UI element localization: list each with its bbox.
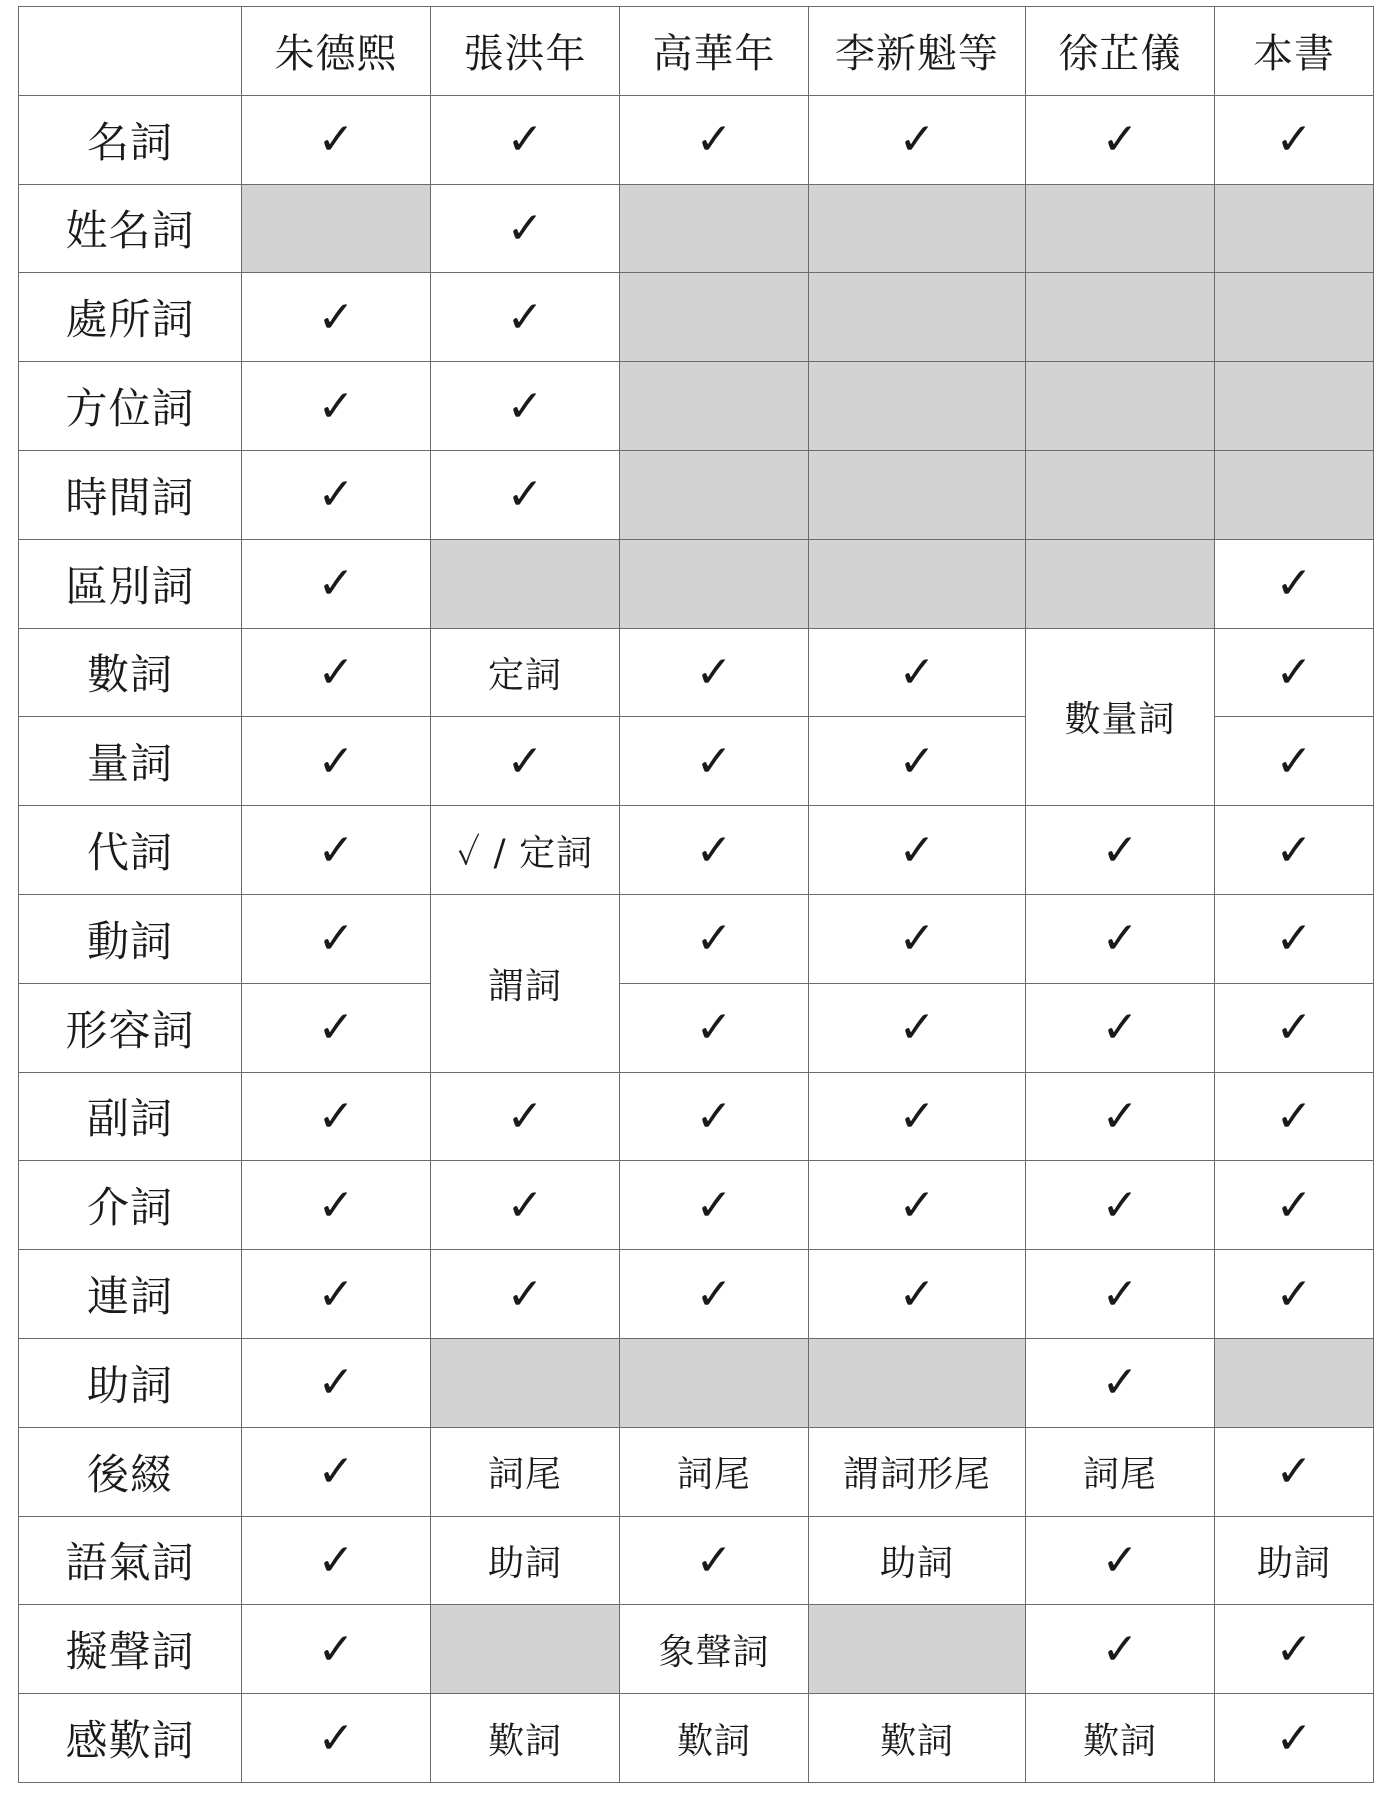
table-row xyxy=(19,983,1374,1072)
shaded-empty-cell xyxy=(809,539,1026,628)
row-label: 數詞 xyxy=(19,628,242,717)
check-mark-icon: ✓ xyxy=(1215,1250,1374,1339)
check-mark-icon: ✓ xyxy=(242,1250,431,1339)
check-mark-icon: ✓ xyxy=(242,717,431,806)
shaded-empty-cell xyxy=(809,362,1026,451)
check-mark-icon: ✓ xyxy=(1026,1161,1215,1250)
row-label: 名詞 xyxy=(19,95,242,184)
shaded-empty-cell xyxy=(431,1338,620,1427)
table-row xyxy=(19,1427,1374,1516)
shaded-empty-cell xyxy=(1026,362,1215,451)
check-mark-icon: ✓ xyxy=(1026,1605,1215,1694)
check-mark-icon: ✓ xyxy=(431,450,620,539)
table-row xyxy=(19,1516,1374,1605)
term-cell: 助詞 xyxy=(431,1516,620,1605)
check-mark-icon: ✓ xyxy=(242,1605,431,1694)
row-label: 感歎詞 xyxy=(19,1694,242,1783)
check-mark-icon: ✓ xyxy=(1026,1250,1215,1339)
check-mark-icon: ✓ xyxy=(1026,1338,1215,1427)
check-mark-icon: ✓ xyxy=(1215,717,1374,806)
shaded-empty-cell xyxy=(620,450,809,539)
column-header: 李新魁等 xyxy=(809,7,1026,96)
row-label: 連詞 xyxy=(19,1250,242,1339)
shaded-empty-cell xyxy=(1215,362,1374,451)
term-cell: 歎詞 xyxy=(431,1694,620,1783)
row-label: 語氣詞 xyxy=(19,1516,242,1605)
check-mark-icon: ✓ xyxy=(620,717,809,806)
shaded-empty-cell xyxy=(1026,273,1215,362)
row-label: 擬聲詞 xyxy=(19,1605,242,1694)
column-header: 張洪年 xyxy=(431,7,620,96)
check-mark-icon: ✓ xyxy=(1026,806,1215,895)
check-mark-icon: ✓ xyxy=(431,717,620,806)
shaded-empty-cell xyxy=(431,1605,620,1694)
check-mark-icon: ✓ xyxy=(242,273,431,362)
row-label: 方位詞 xyxy=(19,362,242,451)
check-mark-icon: ✓ xyxy=(1215,628,1374,717)
check-mark-icon: ✓ xyxy=(809,717,1026,806)
check-mark-icon: ✓ xyxy=(620,1250,809,1339)
check-mark-icon: ✓ xyxy=(431,362,620,451)
check-mark-icon: ✓ xyxy=(809,628,1026,717)
check-mark-icon: ✓ xyxy=(242,450,431,539)
shaded-empty-cell xyxy=(431,539,620,628)
check-mark-icon: ✓ xyxy=(809,894,1026,983)
check-mark-icon: ✓ xyxy=(242,362,431,451)
table-row xyxy=(19,1605,1374,1694)
shaded-empty-cell xyxy=(1215,184,1374,273)
check-mark-icon: ✓ xyxy=(431,95,620,184)
check-mark-icon: ✓ xyxy=(1215,95,1374,184)
table-row xyxy=(19,539,1374,628)
table-body xyxy=(19,95,1374,1782)
table-row xyxy=(19,273,1374,362)
row-label: 處所詞 xyxy=(19,273,242,362)
column-header: 本書 xyxy=(1215,7,1374,96)
check-mark-icon: ✓ xyxy=(620,1072,809,1161)
check-mark-icon: ✓ xyxy=(242,1161,431,1250)
check-mark-icon: ✓ xyxy=(431,184,620,273)
shaded-empty-cell xyxy=(620,1338,809,1427)
check-mark-icon: ✓ xyxy=(809,1072,1026,1161)
term-cell: 詞尾 xyxy=(431,1427,620,1516)
term-cell: 數量詞 xyxy=(1026,628,1215,806)
check-mark-icon: ✓ xyxy=(242,539,431,628)
check-mark-icon: ✓ xyxy=(1026,983,1215,1072)
term-cell: 謂詞形尾 xyxy=(809,1427,1026,1516)
shaded-empty-cell xyxy=(620,539,809,628)
row-label: 後綴 xyxy=(19,1427,242,1516)
check-mark-icon: ✓ xyxy=(1026,1072,1215,1161)
column-header: 徐芷儀 xyxy=(1026,7,1215,96)
check-mark-icon: ✓ xyxy=(1215,539,1374,628)
check-mark-icon: ✓ xyxy=(242,1427,431,1516)
check-mark-icon: ✓ xyxy=(431,273,620,362)
row-label: 形容詞 xyxy=(19,983,242,1072)
check-mark-icon: ✓ xyxy=(242,894,431,983)
table-row xyxy=(19,184,1374,273)
check-mark-icon: ✓ xyxy=(620,1516,809,1605)
shaded-empty-cell xyxy=(620,184,809,273)
row-label: 副詞 xyxy=(19,1072,242,1161)
row-label: 姓名詞 xyxy=(19,184,242,273)
check-mark-icon: ✓ xyxy=(431,1072,620,1161)
term-cell: 謂詞 xyxy=(431,894,620,1072)
table-row xyxy=(19,95,1374,184)
check-mark-icon: ✓ xyxy=(1215,894,1374,983)
shaded-empty-cell xyxy=(1026,539,1215,628)
term-cell: 歎詞 xyxy=(620,1694,809,1783)
table-header xyxy=(19,7,1374,96)
table-row xyxy=(19,1250,1374,1339)
header-corner-cell xyxy=(19,7,242,96)
term-cell: 定詞 xyxy=(431,628,620,717)
check-mark-icon: ✓ xyxy=(242,95,431,184)
check-mark-icon: ✓ xyxy=(1026,95,1215,184)
table-row xyxy=(19,450,1374,539)
shaded-empty-cell xyxy=(1215,1338,1374,1427)
check-mark-icon: ✓ xyxy=(1215,1694,1374,1783)
shaded-empty-cell xyxy=(1026,450,1215,539)
shaded-empty-cell xyxy=(620,273,809,362)
check-mark-icon: ✓ xyxy=(620,806,809,895)
check-mark-icon: ✓ xyxy=(1215,1605,1374,1694)
check-mark-icon: ✓ xyxy=(431,1250,620,1339)
term-cell: 歎詞 xyxy=(809,1694,1026,1783)
column-header: 高華年 xyxy=(620,7,809,96)
table-row xyxy=(19,628,1374,717)
check-mark-icon: ✓ xyxy=(242,806,431,895)
check-mark-icon: ✓ xyxy=(1215,806,1374,895)
check-mark-icon: ✓ xyxy=(620,894,809,983)
check-mark-icon: ✓ xyxy=(242,1516,431,1605)
row-label: 介詞 xyxy=(19,1161,242,1250)
table-row xyxy=(19,1338,1374,1427)
check-mark-icon: ✓ xyxy=(620,983,809,1072)
word-class-comparison-table xyxy=(18,6,1374,1783)
row-label: 量詞 xyxy=(19,717,242,806)
table-row xyxy=(19,1161,1374,1250)
check-mark-icon: ✓ xyxy=(242,1072,431,1161)
check-mark-icon: ✓ xyxy=(1215,1072,1374,1161)
row-label: 區別詞 xyxy=(19,539,242,628)
shaded-empty-cell xyxy=(242,184,431,273)
shaded-empty-cell xyxy=(1215,450,1374,539)
shaded-empty-cell xyxy=(620,362,809,451)
row-label: 動詞 xyxy=(19,894,242,983)
check-mark-icon: ✓ xyxy=(809,95,1026,184)
table-row xyxy=(19,362,1374,451)
shaded-empty-cell xyxy=(809,1338,1026,1427)
shaded-empty-cell xyxy=(809,450,1026,539)
shaded-empty-cell xyxy=(1215,273,1374,362)
term-cell: 助詞 xyxy=(809,1516,1026,1605)
shaded-empty-cell xyxy=(809,273,1026,362)
check-mark-icon: ✓ xyxy=(809,1250,1026,1339)
check-mark-icon: ✓ xyxy=(620,1161,809,1250)
term-cell: ✓ / 定詞 xyxy=(431,806,620,895)
row-label: 助詞 xyxy=(19,1338,242,1427)
check-mark-icon: ✓ xyxy=(1215,983,1374,1072)
check-mark-icon: ✓ xyxy=(1026,1516,1215,1605)
check-mark-icon: ✓ xyxy=(809,983,1026,1072)
term-cell: 詞尾 xyxy=(1026,1427,1215,1516)
check-mark-icon: ✓ xyxy=(1215,1161,1374,1250)
shaded-empty-cell xyxy=(1026,184,1215,273)
check-mark-icon: ✓ xyxy=(431,1161,620,1250)
check-mark-icon: ✓ xyxy=(1026,894,1215,983)
shaded-empty-cell xyxy=(809,184,1026,273)
check-mark-icon: ✓ xyxy=(620,95,809,184)
term-cell: 詞尾 xyxy=(620,1427,809,1516)
term-cell: 歎詞 xyxy=(1026,1694,1215,1783)
check-mark-icon: ✓ xyxy=(242,628,431,717)
column-header: 朱德熙 xyxy=(242,7,431,96)
row-label: 代詞 xyxy=(19,806,242,895)
table-row xyxy=(19,894,1374,983)
check-mark-icon: ✓ xyxy=(809,806,1026,895)
table-row xyxy=(19,806,1374,895)
term-cell: 象聲詞 xyxy=(620,1605,809,1694)
check-mark-icon: ✓ xyxy=(809,1161,1026,1250)
header-row xyxy=(19,7,1374,96)
check-mark-icon: ✓ xyxy=(1215,1427,1374,1516)
check-mark-icon: ✓ xyxy=(620,628,809,717)
check-mark-icon: ✓ xyxy=(242,1338,431,1427)
check-mark-icon: ✓ xyxy=(242,983,431,1072)
check-mark-icon: ✓ xyxy=(242,1694,431,1783)
shaded-empty-cell xyxy=(809,1605,1026,1694)
row-label: 時間詞 xyxy=(19,450,242,539)
table-row xyxy=(19,1072,1374,1161)
table-row xyxy=(19,1694,1374,1783)
term-cell: 助詞 xyxy=(1215,1516,1374,1605)
